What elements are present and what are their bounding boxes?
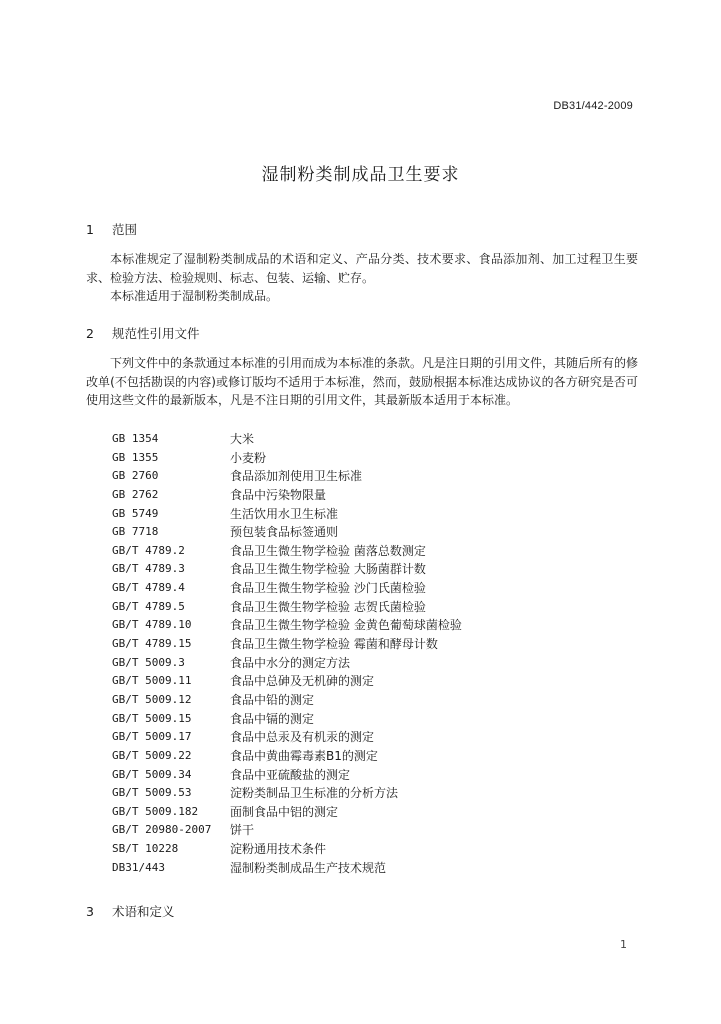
reference-code: GB 2762 (112, 487, 159, 501)
section-heading-3 (86, 902, 175, 920)
reference-title: 湿制粉类制成品生产技术规范 (230, 860, 387, 875)
reference-code: GB 2760 (112, 469, 159, 483)
reference-title: 食品中铅的测定 (230, 692, 315, 707)
reference-title: 食品中亚硫酸盐的测定 (230, 767, 351, 782)
reference-code: GB/T 5009.17 (112, 730, 192, 744)
reference-title: 食品添加剂使用卫生标准 (230, 469, 363, 484)
reference-row (112, 486, 462, 505)
reference-row (112, 859, 462, 878)
reference-title: 饼干 (230, 823, 255, 838)
reference-row (112, 430, 462, 449)
reference-title: 食品卫生微生物学检验 大肠菌群计数 (230, 562, 426, 577)
reference-row (112, 542, 462, 561)
reference-code: GB/T 4789.2 (112, 543, 185, 557)
reference-title: 食品中镉的测定 (230, 711, 315, 726)
references-intro-paragraph: 下列文件中的条款通过本标准的引用而成为本标准的条款。凡是注日期的引用文件，其随后所有的修改单(不包括勘误的内容)或修订版均不适用于本标准，然而，鼓励根据本标准达成协议的各方研究是否可使用这些文件的最新版本，凡是不注日期的引用文件，其最新版本适用于本标准。 (86, 356, 639, 407)
reference-title: 淀粉通用技术条件 (230, 842, 327, 857)
standard-code: DB31/442-2009 (553, 100, 633, 112)
reference-code: GB/T 4789.3 (112, 562, 185, 576)
reference-code: GB 1354 (112, 432, 159, 445)
reference-title: 小麦粉 (230, 450, 267, 465)
reference-title: 预包装食品标签通则 (230, 525, 339, 540)
reference-row (112, 691, 462, 710)
section-title: 范围 (111, 222, 137, 237)
reference-code: GB/T 5009.182 (112, 804, 199, 818)
reference-title: 食品中黄曲霉毒素B1的测定 (230, 748, 378, 763)
scope-paragraph: 本标准规定了湿制粉类制成品的术语和定义、产品分类、技术要求、食品添加剂、加工过程卫生要求、检验方法、检验规则、标志、包装、运输、贮存。 (86, 252, 638, 285)
section-heading-2 (86, 324, 200, 342)
reference-code: SB/T 10228 (112, 842, 179, 856)
reference-row (112, 654, 462, 673)
reference-row (112, 803, 462, 822)
reference-code: GB/T 5009.3 (112, 655, 185, 669)
reference-code: GB/T 5009.12 (112, 692, 192, 706)
reference-title: 食品卫生微生物学检验 志贺氏菌检验 (230, 599, 426, 614)
reference-title: 食品中水分的测定方法 (230, 655, 351, 670)
reference-row (112, 747, 462, 766)
reference-row (112, 560, 462, 579)
reference-code: GB/T 5009.53 (112, 786, 192, 800)
reference-title: 食品卫生微生物学检验 金黄色葡萄球菌检验 (230, 618, 462, 633)
reference-title: 食品中总汞及有机汞的测定 (230, 730, 375, 745)
section-number: 2 (86, 326, 94, 341)
reference-code: GB/T 4789.4 (112, 581, 185, 595)
reference-code: DB31/443 (112, 860, 165, 874)
reference-row (112, 505, 462, 524)
reference-title: 食品卫生微生物学检验 霉菌和酵母计数 (230, 637, 438, 652)
reference-row (112, 449, 462, 468)
reference-row (112, 467, 462, 486)
reference-row (112, 710, 462, 729)
reference-title: 面制食品中铝的测定 (230, 804, 339, 819)
scope-applicability: 本标准适用于湿制粉类制成品。 (110, 289, 279, 303)
section-title: 规范性引用文件 (111, 326, 200, 341)
reference-title: 食品中总砷及无机砷的测定 (230, 674, 375, 689)
reference-row (112, 784, 462, 803)
reference-title: 食品卫生微生物学检验 沙门氏菌检验 (230, 581, 426, 596)
reference-row (112, 579, 462, 598)
normative-reference-list (112, 430, 462, 877)
reference-code: GB 1355 (112, 450, 159, 464)
reference-row (112, 523, 462, 542)
document-title: 湿制粉类制成品卫生要求 (261, 165, 460, 185)
reference-code: GB/T 4789.10 (112, 618, 192, 632)
reference-code: GB 5749 (112, 506, 159, 520)
reference-title: 食品中污染物限量 (230, 487, 327, 502)
section-number: 1 (86, 222, 94, 237)
section-number: 3 (86, 904, 94, 919)
reference-row (112, 821, 462, 840)
reference-code: GB/T 5009.11 (112, 674, 192, 688)
page-number: 1 (620, 938, 627, 951)
reference-row (112, 840, 462, 859)
reference-row (112, 672, 462, 691)
reference-code: GB/T 5009.15 (112, 711, 192, 725)
reference-code: GB/T 20980-2007 (112, 823, 212, 837)
reference-row (112, 635, 462, 654)
reference-code: GB/T 4789.15 (112, 637, 192, 651)
reference-code: GB/T 4789.5 (112, 599, 185, 613)
reference-title: 食品卫生微生物学检验 菌落总数测定 (230, 543, 426, 558)
reference-row (112, 616, 462, 635)
reference-title: 生活饮用水卫生标准 (230, 506, 339, 521)
reference-row (112, 766, 462, 785)
reference-code: GB/T 5009.34 (112, 767, 192, 781)
reference-row (112, 598, 462, 617)
reference-code: GB/T 5009.22 (112, 748, 192, 762)
reference-code: GB 7718 (112, 525, 159, 539)
reference-row (112, 728, 462, 747)
reference-title: 淀粉类制品卫生标准的分析方法 (230, 786, 399, 801)
section-title: 术语和定义 (111, 904, 175, 919)
section-heading-1 (86, 220, 137, 238)
reference-title: 大米 (230, 432, 255, 446)
